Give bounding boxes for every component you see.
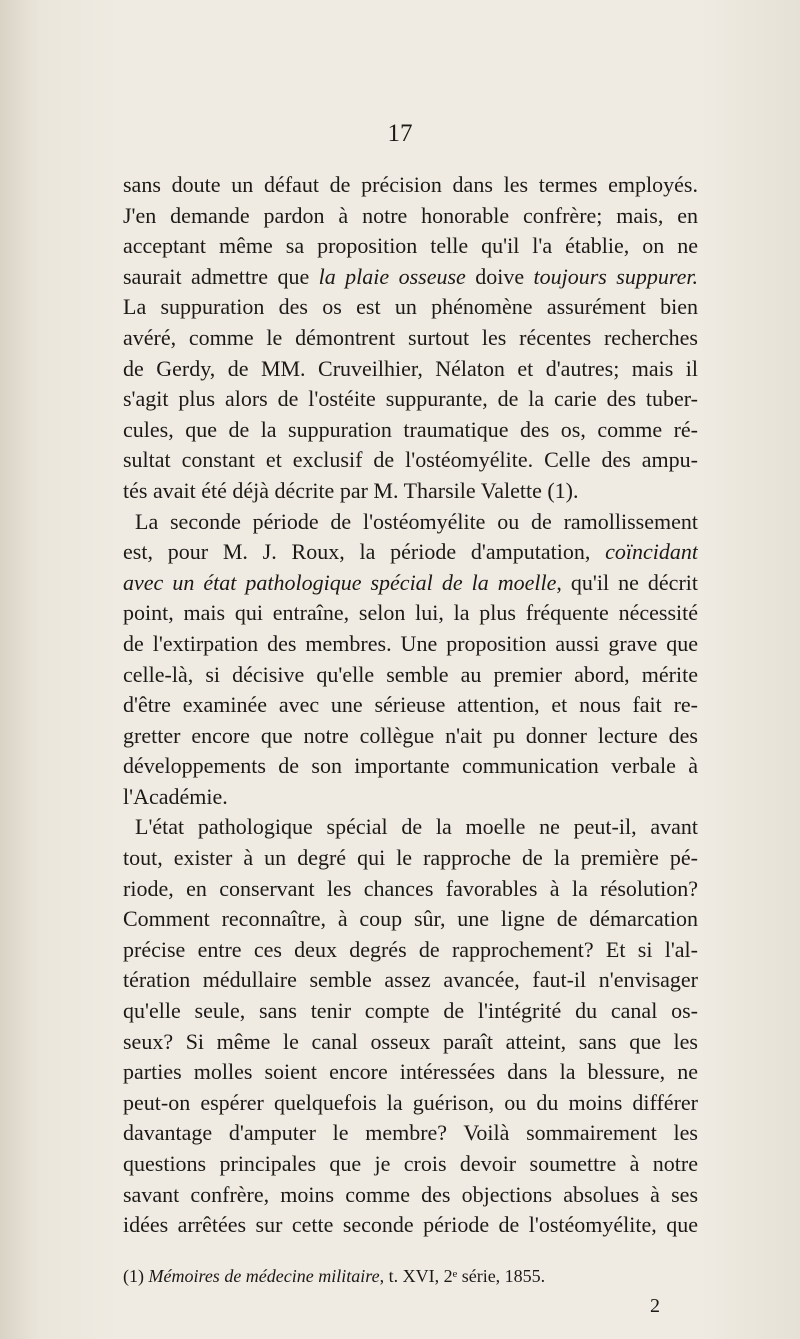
text-line: sultat constant et exclusif de l'ostéomyélite. Celle des ampu- [123,447,698,473]
text-line: cules, que de la suppuration traumatique des os, comme ré- [123,416,698,442]
text-line: précise entre ces deux degrés de rapprochement? Et si l'al- [123,936,698,962]
italic-segment: coïncidant [605,539,698,565]
text-line: idées arrêtées sur cette seconde période de l'ostéomyélite, que [123,1212,698,1238]
text-line: point, mais qui entraîne, selon lui, la plus fréquente nécessité [123,600,698,626]
text-segment: est, pour M. J. Roux, la période d'amputation, [123,539,606,565]
italic-segment: toujours suppurer. [533,263,698,289]
italic-segment: la plaie osseuse [318,263,466,289]
text-line: gretter encore que notre collègue n'ait pu donner lecture des [123,722,698,748]
text-line: Comment reconnaître, à coup sûr, une ligne de démarcation [123,906,698,932]
text-line: sans doute un défaut de précision dans les termes employés. [123,172,698,197]
text-line: tés avait été déjà décrite par M. Tharsile Valette (1). [123,477,579,503]
footnote [123,1265,698,1287]
italic-segment: avec un état pathologique spécial de la moelle [123,569,557,595]
footnote-rest: , t. XVI, 2ᵉ série, 1855. [379,1266,546,1286]
text-line: seux? Si même le canal osseux paraît atteint, sans que les [123,1028,698,1054]
text-line: avéré, comme le démontrent surtout les récentes recherches [123,324,698,350]
text-line: La suppuration des os est un phénomène assurément bien [123,294,698,320]
footnote-marker: (1) [123,1266,149,1286]
text-line: d'être examinée avec une sérieuse attention, et nous fait re- [123,692,698,718]
text-line: davantage d'amputer le membre? Voilà sommairement les [123,1120,698,1146]
text-line: développements de son importante communication verbale à [123,753,698,779]
text-line [123,262,698,293]
footnote-title: Mémoires de médecine militaire [148,1266,380,1286]
text-line: acceptant même sa proposition telle qu'il l'a établie, on ne [123,233,698,259]
text-line: questions principales que je crois devoir soumettre à notre [123,1151,698,1176]
text-segment: , qu'il ne décrit [556,569,698,595]
text-line [123,537,698,568]
text-segment: doive [465,263,534,289]
text-segment: saurait admettre que [123,263,319,289]
text-line: s'agit plus alors de l'ostéite suppurante, de la carie des tuber- [123,386,698,412]
text-line: savant confrère, moins comme des objections absolues à ses [123,1181,698,1207]
text-line: L'état pathologique spécial de la moelle ne peut-il, avant [135,814,698,840]
text-line: celle-là, si décisive qu'elle semble au premier abord, mérite [123,661,698,687]
text-line: qu'elle seule, sans tenir compte de l'intégrité du canal os- [123,998,698,1024]
text-line: J'en demande pardon à notre honorable confrère; mais, en [123,202,698,228]
text-line: parties molles soient encore intéressées dans la blessure, ne [123,1059,698,1085]
text-line: de Gerdy, de MM. Cruveilhier, Nélaton et d'autres; mais il [123,355,698,381]
text-line: riode, en conservant les chances favorables à la résolution? [123,875,698,901]
text-line: de l'extirpation des membres. Une proposition aussi grave que [123,630,698,656]
text-line: l'Académie. [123,783,228,809]
text-line: tération médullaire semble assez avancée, faut-il n'envisager [123,967,698,993]
body-text [123,170,698,1241]
page-number: 17 [387,120,413,147]
signature-mark: 2 [650,1295,660,1317]
text-line: La seconde période de l'ostéomyélite ou de ramollissement [135,508,698,534]
text-line [123,568,698,599]
text-line: peut-on espérer quelquefois la guérison, ou du moins différer [123,1089,698,1115]
text-line: tout, exister à un degré qui le rapproche de la première pé- [123,845,698,871]
